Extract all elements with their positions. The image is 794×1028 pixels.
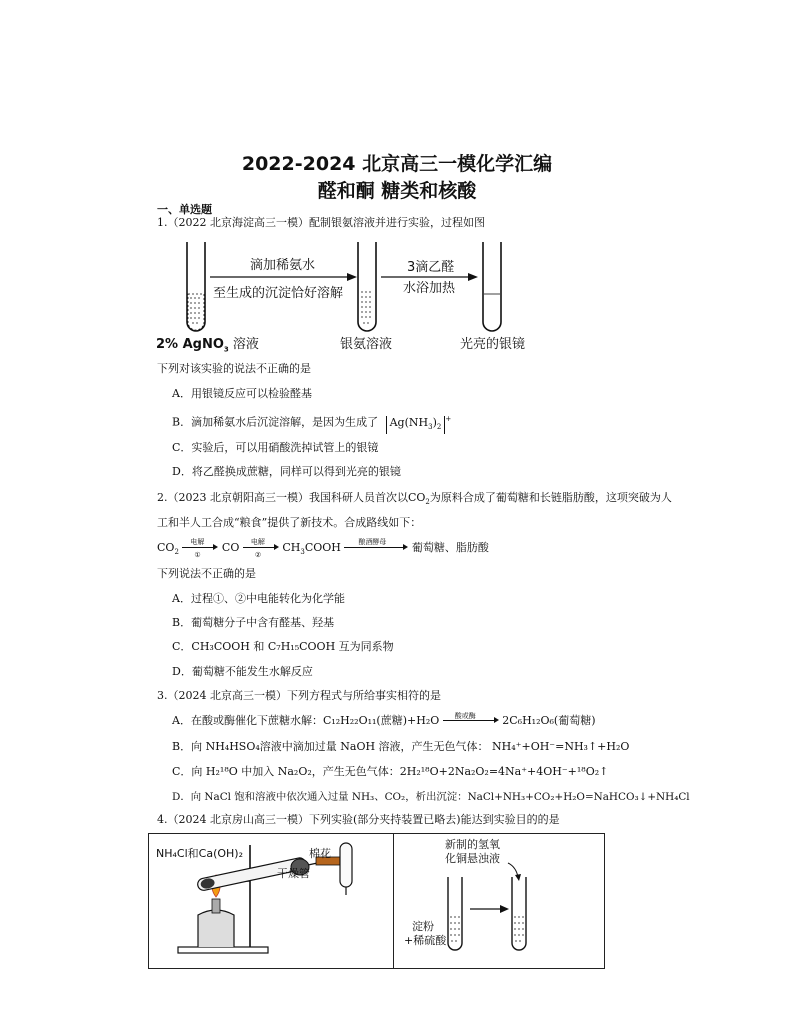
- page-title: 2022-2024 北京高三一模化学汇编: [241, 153, 553, 175]
- q3-option-b: B．向 NH₄HSO₄溶液中滴加过量 NaOH 溶液，产生无色气体： NH₄⁺+OH⁻=NH₃↑+H₂O: [172, 740, 630, 753]
- arrow-1-top-label: 滴加稀氨水: [250, 258, 316, 273]
- q3-option-a-arrow: 酸或酶: [443, 714, 499, 728]
- route-arrow-3: 酿酒酵母: [344, 541, 408, 555]
- question-2-stem-line-1: 2.（2023 北京朝阳高三一模）我国科研人员首次以$CO_2$为原料合成了葡萄糖和长链脂肪酸，这项突破为人: [157, 491, 672, 507]
- q2-option-a: A．过程①、②中电能转化为化学能: [172, 592, 345, 605]
- test-tube-1: [187, 242, 205, 331]
- page-subtitle: 醛和酮 糖类和核酸: [317, 180, 477, 202]
- test-tube-3: [483, 242, 501, 331]
- drying-tube-label: 干燥管: [277, 867, 310, 880]
- cotton-label: 棉花: [309, 847, 331, 860]
- q3-option-c: C．向 H₂¹⁸O 中加入 Na₂O₂，产生无色气体：2H₂¹⁸O+2Na₂O₂=4Na⁺+4OH⁻+¹⁸O₂↑: [172, 765, 609, 778]
- question-2-stem-line-2: 工和半人工合成“粮食”提供了新技术。合成路线如下：: [157, 516, 422, 529]
- tube-1-label: 2% AgNO$_3$ 溶液: [156, 337, 259, 354]
- q1-option-b: B．滴加稀氨水后沉淀溶解，是因为生成了 $Ag(NH_3)_2^+$: [172, 412, 451, 434]
- q2-option-d: D．葡萄糖不能发生水解反应: [172, 665, 313, 678]
- q1-option-a: A．用银镜反应可以检验醛基: [172, 387, 312, 400]
- section-heading: 一、单选题: [157, 203, 212, 216]
- q2-option-c: C．CH₃COOH 和 C₇H₁₅COOH 互为同系物: [172, 640, 394, 653]
- q3-option-d: D．向 NaCl 饱和溶液中依次通入过量 NH₃、CO₂，析出沉淀：NaCl+NH₃+CO₂+H₂O=NaHCO₃↓+NH₄Cl: [172, 791, 690, 803]
- tube-3-label: 光亮的银镜: [460, 337, 526, 352]
- arrow-2-bottom-label: 水浴加热: [403, 281, 456, 296]
- test-tube-2: [358, 242, 376, 331]
- reagent-top-label: 新制的氢氧 化铜悬浊液: [445, 838, 500, 865]
- tube-2-label: 银氨溶液: [340, 337, 393, 352]
- reagent-label: NH₄Cl和Ca(OH)₂: [156, 847, 243, 860]
- synthesis-route: $CO_2$ 电解 ① CO 电解 ② $CH_3COOH$ 酿酒酵母 葡萄糖、脂肪酸: [157, 538, 489, 559]
- q1-option-c: C．实验后，可以用硝酸洗掉试管上的银镜: [172, 441, 379, 454]
- q1-option-b-formula: $Ag(NH_3)_2$: [386, 416, 446, 434]
- arrow-1-bottom-label: 至生成的沉淀恰好溶解: [213, 286, 344, 301]
- question-1-stem: 1.（2022 北京海淀高三一模）配制银氨溶液并进行实验，过程如图: [157, 216, 485, 229]
- q4-figure-divider: [393, 834, 394, 968]
- route-arrow-2: 电解 ②: [243, 541, 279, 555]
- question-2-prompt: 下列说法不正确的是: [157, 567, 256, 580]
- route-arrow-1: 电解 ①: [182, 541, 218, 555]
- q3-option-a: A．在酸或酶催化下蔗糖水解：C₁₂H₂₂O₁₁(蔗糖)+H₂O 酸或酶 2C₆H₁₂O₆(葡萄糖): [172, 712, 596, 727]
- arrow-2-top-label: 3滴乙醛: [407, 260, 455, 275]
- question-4-stem: 4.（2024 北京房山高三一模）下列实验(部分夹持装置已略去)能达到实验目的的是: [157, 813, 560, 826]
- q1-option-d: D．将乙醛换成蔗糖，同样可以得到光亮的银镜: [172, 465, 401, 478]
- q2-option-b: B．葡萄糖分子中含有醛基、羟基: [172, 616, 335, 629]
- question-1-prompt: 下列对该实验的说法不正确的是: [157, 362, 311, 375]
- question-3-stem: 3.（2024 北京高三一模）下列方程式与所给事实相符的是: [157, 689, 441, 702]
- reagent-bottom-label: 淀粉 +稀硫酸: [404, 920, 447, 947]
